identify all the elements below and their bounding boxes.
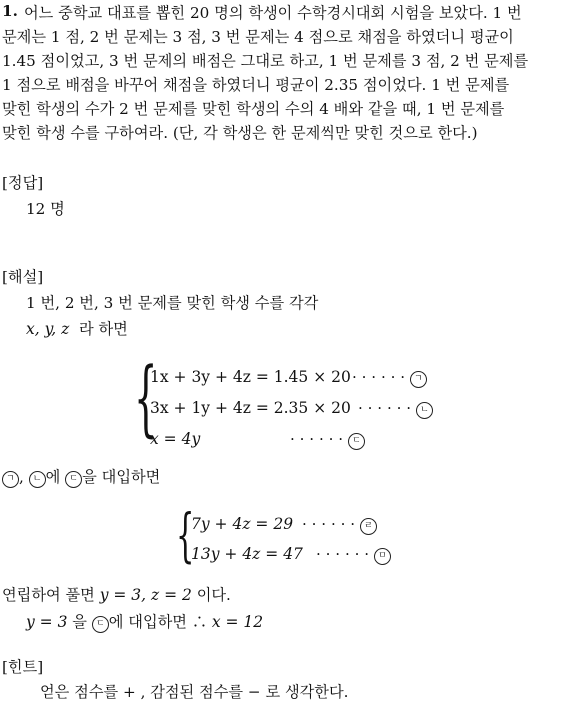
system2-brace: { bbox=[176, 501, 195, 569]
problem-number: 1. bbox=[2, 2, 18, 20]
circled-nieun-icon: ㄴ bbox=[29, 471, 46, 488]
problem-line-1: 어느 중학교 대표를 뽑힌 20 명의 학생이 수학경시대회 시험을 보았다. 1 번 bbox=[24, 4, 522, 22]
solution-vars-line bbox=[26, 318, 128, 339]
system1-eq3: x = 4y bbox=[150, 430, 201, 448]
answer-value: 12 명 bbox=[26, 200, 65, 218]
circled-giyeok-icon: ㄱ bbox=[410, 371, 427, 388]
system2-eq1-ref: · · · · · · ㄹ bbox=[302, 515, 377, 535]
circled-digeut-icon: ㄷ bbox=[348, 433, 365, 450]
vars-suffix: 라 하면 bbox=[78, 320, 128, 338]
answer-heading: [정답] bbox=[2, 174, 44, 192]
circled-nieun-icon: ㄴ bbox=[416, 402, 433, 419]
therefore-icon: ∴ bbox=[191, 613, 207, 631]
result-line: 연립하여 풀면 y = 3, z = 2 이다. bbox=[2, 586, 231, 604]
substitute-line: ㄱ , ㄴ 에 ㄷ 을 대입하면 bbox=[2, 466, 160, 488]
final-line: y = 3 을 ㄷ 에 대입하면 ∴ x = 12 bbox=[26, 613, 264, 631]
circled-digeut-icon: ㄷ bbox=[92, 616, 109, 633]
system1-eq2-ref: · · · · · · ㄴ bbox=[358, 399, 433, 419]
solution-heading: [해설] bbox=[2, 268, 44, 286]
hint-heading: [힌트] bbox=[2, 658, 44, 676]
solution-intro: 1 번, 2 번, 3 번 문제를 맞힌 학생 수를 각각 bbox=[26, 294, 319, 312]
vars: x, y, z bbox=[26, 320, 70, 338]
system2-eq1: 7y + 4z = 29 bbox=[191, 515, 294, 533]
problem-line-5: 맞힌 학생의 수가 2 번 문제를 맞힌 학생의 수의 4 배와 같을 때, 1 번 문제를 bbox=[2, 100, 505, 118]
circled-digeut-icon: ㄷ bbox=[65, 471, 82, 488]
system1-eq3-ref: · · · · · · ㄷ bbox=[290, 430, 365, 450]
system1-eq1-ref: · · · · · · ㄱ bbox=[352, 368, 427, 388]
system2-eq2-ref: · · · · · · ㅁ bbox=[316, 545, 391, 565]
system2-eq2: 13y + 4z = 47 bbox=[191, 545, 303, 563]
circled-rieul-icon: ㄹ bbox=[360, 518, 377, 535]
system1-eq2: 3x + 1y + 4z = 2.35 × 20 bbox=[150, 399, 351, 417]
problem-line-3: 1.45 점이었고, 3 번 문제의 배점은 그대로 하고, 1 번 문제를 3 점, 2 번 문제를 bbox=[2, 52, 529, 70]
problem-line-4: 1 점으로 배점을 바꾸어 채점을 하였더니 평균이 2.35 점이었다. 1 번 문제를 bbox=[2, 76, 510, 94]
hint-text: 얻은 점수를 + , 감점된 점수를 − 로 생각한다. bbox=[40, 683, 349, 701]
system1-brace: { bbox=[134, 351, 158, 446]
problem-line-2: 문제는 1 점, 2 번 문제는 3 점, 3 번 문제는 4 점으로 채점을 하였더니 평균이 bbox=[2, 28, 514, 46]
circled-mieum-icon: ㅁ bbox=[374, 548, 391, 565]
system1-eq1: 1x + 3y + 4z = 1.45 × 20 bbox=[150, 368, 351, 386]
problem-line-6: 맞힌 학생 수를 구하여라. (단, 각 학생은 한 문제씩만 맞힌 것으로 한다.) bbox=[2, 124, 478, 142]
circled-giyeok-icon: ㄱ bbox=[2, 471, 19, 488]
